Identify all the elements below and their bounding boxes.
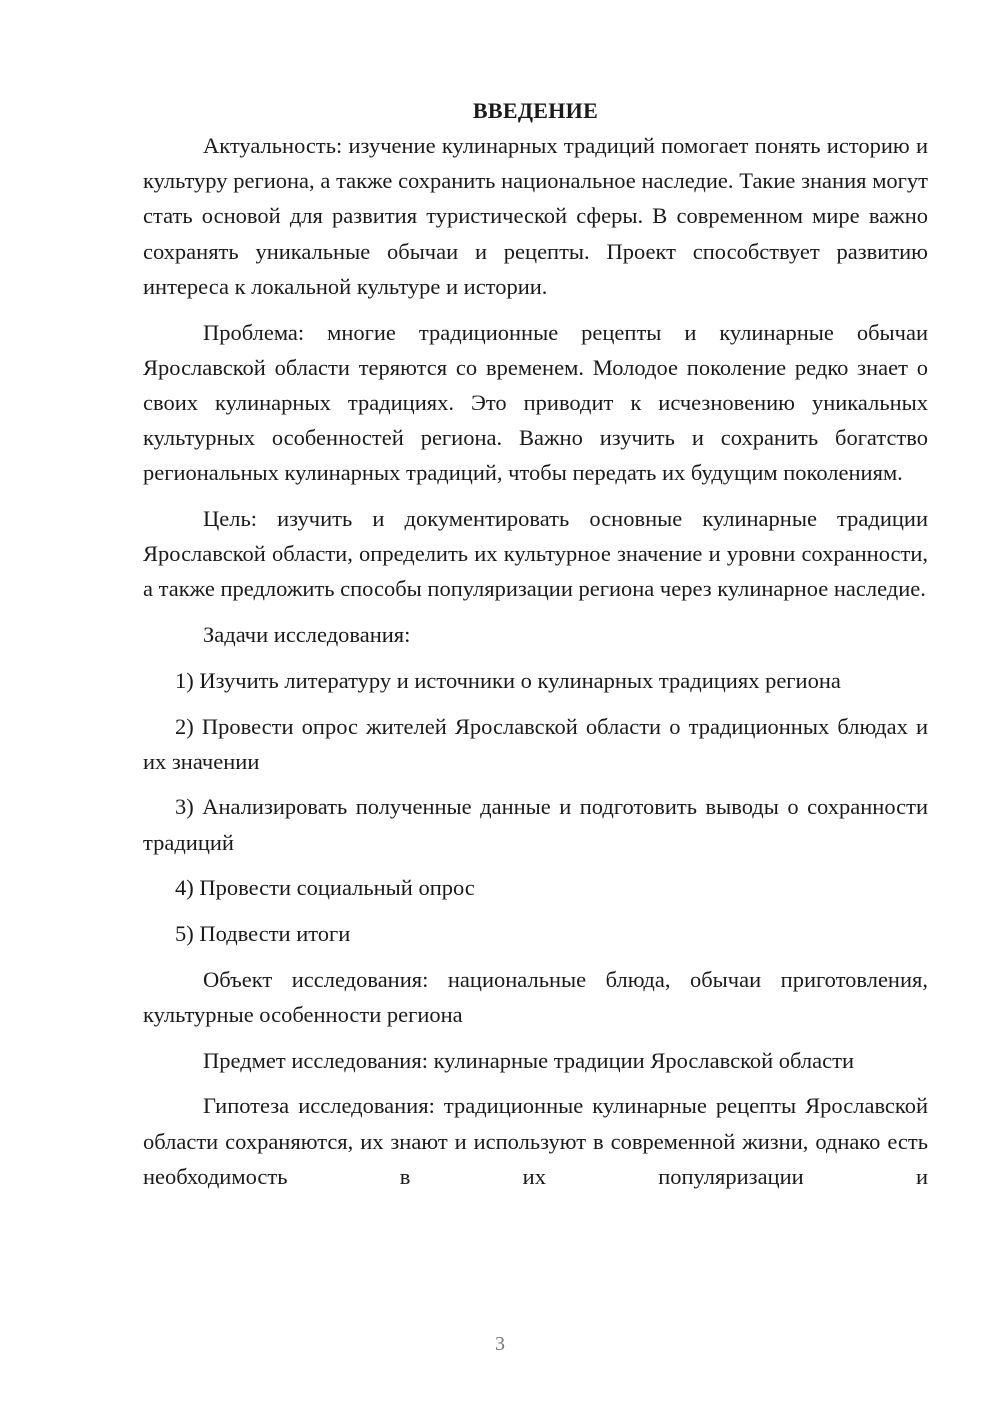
list-item: 1) Изучить литературу и источники о кулинарных традициях региона	[175, 667, 841, 693]
page-body	[143, 93, 928, 1204]
paragraph-problem: Проблема: многие традиционные рецепты и кулинарные обычаи Ярославской области теряются со временем. Молодое поколение редко знает о своих кулинарных традициях. Это приводит к исчезновению уникальных культурных особенностей региона. Важно изучить и сохранить богатство региональных кулинарных традиций, чтобы передать их будущим поколениям.	[143, 319, 928, 486]
paragraph-relevance: Актуальность: изучение кулинарных традиций помогает понять историю и культуру региона, а также сохранить национальное наследие. Такие знания могут стать основой для развития туристической сферы. В современном мире важно сохранять уникальные обычаи и рецепты. Проект способствует развитию интереса к локальной культуре и истории.	[143, 133, 928, 299]
list-item: 4) Провести социальный опрос	[175, 875, 475, 901]
list-item: 2) Провести опрос жителей Ярославской области о традиционных блюдах и их значении	[143, 713, 928, 774]
paragraph-hypothesis: Гипотеза исследования: традиционные кулинарные рецепты Ярославской области сохраняются, их знают и используют в современной жизни, однако есть необходимость в их популяризации и	[143, 1093, 928, 1189]
tasks-heading: Задачи исследования:	[203, 622, 411, 648]
page-title: ВВЕДЕНИЕ	[472, 98, 599, 123]
tasks-list	[143, 663, 928, 951]
paragraph-subject: Предмет исследования: кулинарные традиции Ярославской области	[203, 1047, 855, 1073]
page-number: 3	[495, 1333, 505, 1355]
list-item: 3) Анализировать полученные данные и подготовить выводы о сохранности традиций	[143, 794, 928, 855]
paragraph-object: Объект исследования: национальные блюда, обычаи приготовления, культурные особенности региона	[143, 966, 928, 1027]
paragraph-goal: Цель: изучить и документировать основные кулинарные традиции Ярославской области, определить их культурное значение и уровни сохранности, а также предложить способы популяризации региона через кулинарное наследие.	[143, 506, 928, 602]
list-item: 5) Подвести итоги	[175, 921, 351, 947]
